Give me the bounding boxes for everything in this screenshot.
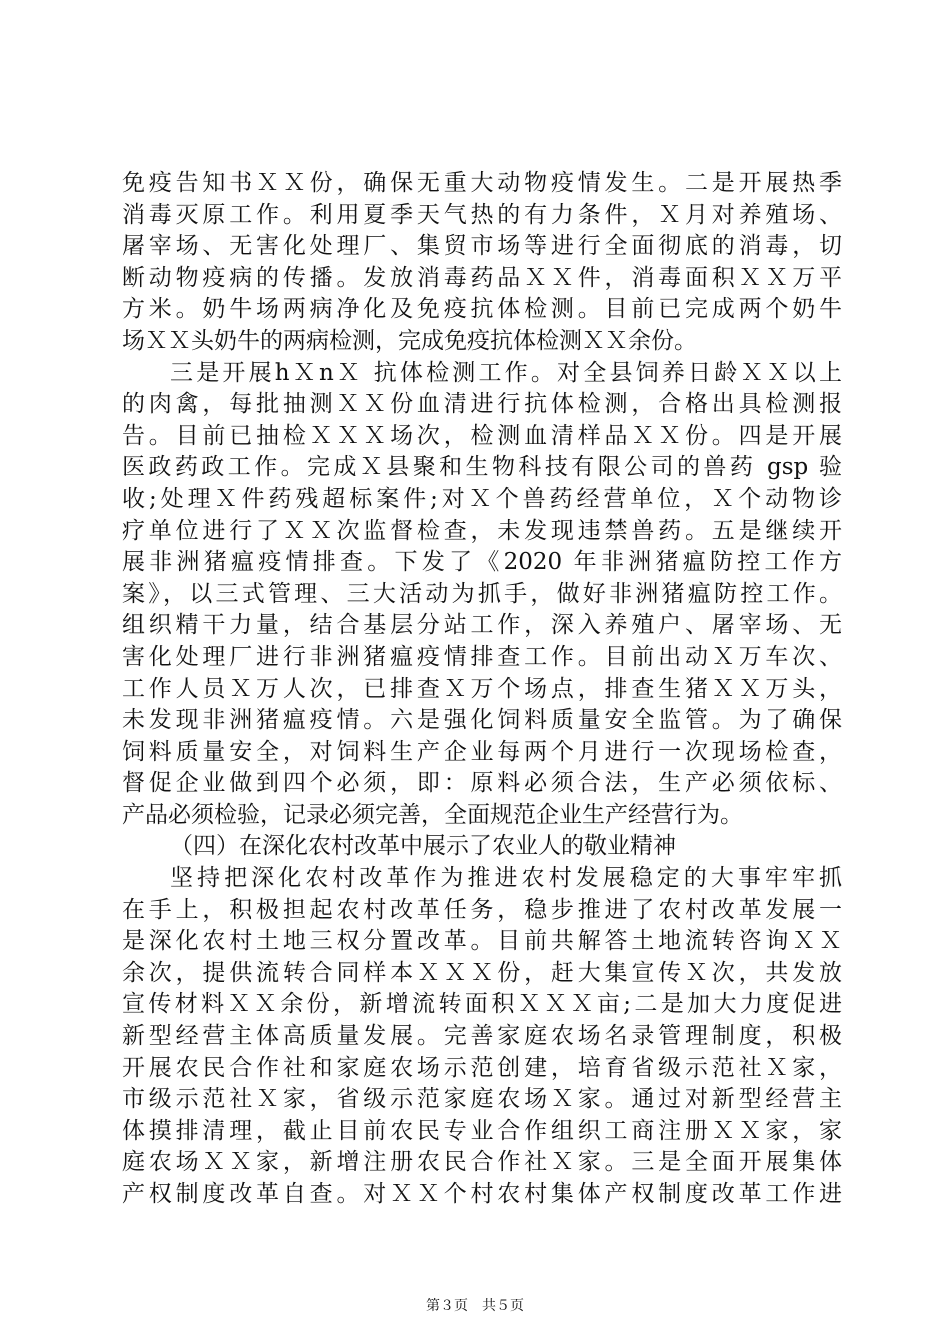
section-heading: （四）在深化农村改革中展示了农业人的敬业精神 <box>170 833 676 860</box>
paragraph-line: 在手上，积极担起农村改革任务，稳步推进了农村改革发展一 <box>122 896 842 923</box>
paragraph-line: 未发现非洲猪瘟疫情。六是强化饲料质量安全监管。为了确保 <box>122 707 842 734</box>
paragraph-line: 三是开展hＸnＸ 抗体检测工作。对全县饲养日龄ＸＸ以上 <box>170 359 842 386</box>
page-footer: 第３页 共５页 <box>426 1298 524 1314</box>
paragraph-line: 方米。奶牛场两病净化及免疫抗体检测。目前已完成两个奶牛 <box>122 296 842 323</box>
paragraph-line: 产权制度改革自查。对ＸＸ个村农村集体产权制度改革工作进 <box>122 1181 842 1207</box>
paragraph-line: 余次，提供流转合同样本ＸＸＸ份，赶大集宣传Ｘ次，共发放 <box>122 959 842 986</box>
paragraph-line: 工作人员Ｘ万人次，已排查Ｘ万个场点，排查生猪ＸＸ万头， <box>122 675 842 702</box>
paragraph-line: 产品必须检验，记录必须完善，全面规范企业生产经营行为。 <box>122 801 743 828</box>
paragraph-line: 坚持把深化农村改革作为推进农村发展稳定的大事牢牢抓 <box>170 865 842 892</box>
paragraph-line: 宣传材料ＸＸ余份，新增流转面积ＸＸＸ亩;二是加大力度促进 <box>122 991 842 1018</box>
paragraph-line: 展非洲猪瘟疫情排查。下发了《2020 年非洲猪瘟防控工作方 <box>122 549 842 576</box>
paragraph-line: 害化处理厂进行非洲猪瘟疫情排查工作。目前出动Ｘ万车次、 <box>122 643 842 670</box>
paragraph-line: 场ＸＸ头奶牛的两病检测，完成免疫抗体检测ＸＸ余份。 <box>122 327 697 354</box>
paragraph-line: 开展农民合作社和家庭农场示范创建，培育省级示范社Ｘ家， <box>122 1054 842 1081</box>
paragraph-line: 组织精干力量，结合基层分站工作，深入养殖户、屠宰场、无 <box>122 612 842 639</box>
paragraph-line: 医政药政工作。完成Ｘ县聚和生物科技有限公司的兽药 gsp 验 <box>122 454 842 481</box>
paragraph-line: 新型经营主体高质量发展。完善家庭农场名录管理制度，积极 <box>122 1023 842 1050</box>
paragraph-line: 饲料质量安全，对饲料生产企业每两个月进行一次现场检查， <box>122 738 842 765</box>
paragraph-line: 是深化农村土地三权分置改革。目前共解答土地流转咨询ＸＸ <box>122 928 842 955</box>
paragraph-line: 督促企业做到四个必须，即：原料必须合法，生产必须依标、 <box>122 770 842 797</box>
paragraph-line: 案》，以三式管理、三大活动为抓手，做好非洲猪瘟防控工作。 <box>122 580 842 607</box>
paragraph-line: 告。目前已抽检ＸＸＸ场次，检测血清样品ＸＸ份。四是开展 <box>122 422 842 449</box>
paragraph-line: 市级示范社Ｘ家，省级示范家庭农场Ｘ家。通过对新型经营主 <box>122 1086 842 1113</box>
paragraph-line: 收;处理Ｘ件药残超标案件;对Ｘ个兽药经营单位，Ｘ个动物诊 <box>122 485 842 512</box>
paragraph-line: 消毒灭原工作。利用夏季天气热的有力条件，Ｘ月对养殖场、 <box>122 201 842 228</box>
paragraph-line: 体摸排清理，截止目前农民专业合作组织工商注册ＸＸ家，家 <box>122 1117 842 1144</box>
paragraph-line: 屠宰场、无害化处理厂、集贸市场等进行全面彻底的消毒，切 <box>122 233 842 260</box>
paragraph-line: 庭农场ＸＸ家，新增注册农民合作社Ｘ家。三是全面开展集体 <box>122 1149 842 1176</box>
paragraph-line: 免疫告知书ＸＸ份，确保无重大动物疫情发生。二是开展热季 <box>122 170 842 196</box>
paragraph-line: 断动物疫病的传播。发放消毒药品ＸＸ件，消毒面积ＸＸ万平 <box>122 264 842 291</box>
paragraph-line: 疗单位进行了ＸＸ次监督检查，未发现违禁兽药。五是继续开 <box>122 517 842 544</box>
document-body <box>122 168 842 1211</box>
paragraph-line: 的肉禽，每批抽测ＸＸ份血清进行抗体检测，合格出具检测报 <box>122 391 842 418</box>
